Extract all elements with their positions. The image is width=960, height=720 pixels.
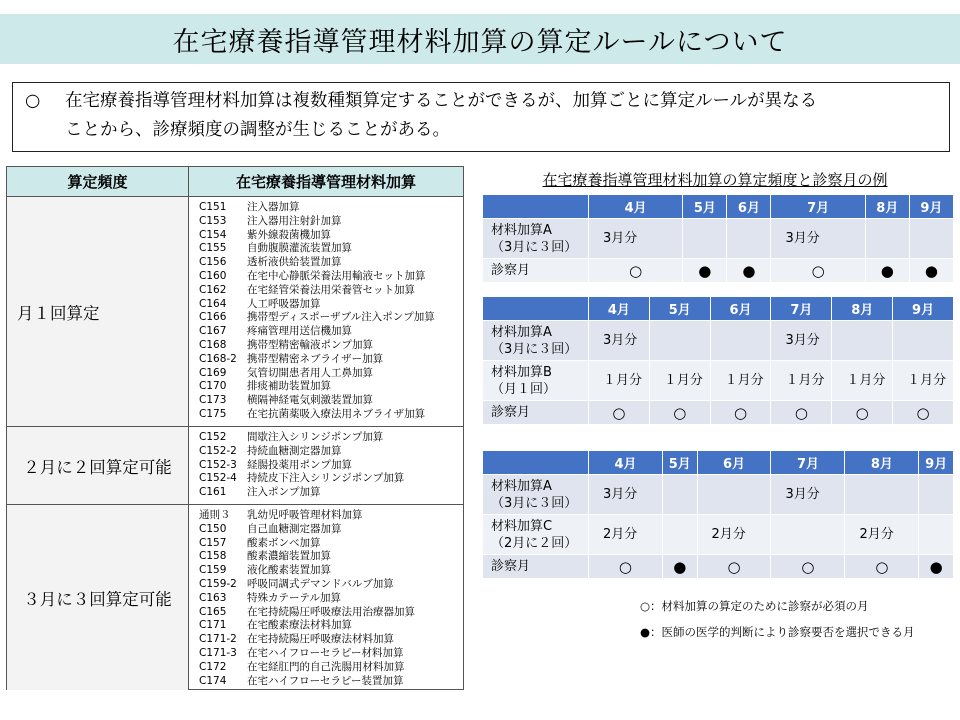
material-item [199, 550, 463, 564]
frequency-table-header [7, 167, 463, 197]
value-cell: 2月分 [697, 515, 771, 555]
material-code: C164 [199, 297, 227, 310]
material-name: 携帯型ディスポーザブル注入ポンプ加算 [247, 311, 435, 324]
month-header: 9月 [909, 195, 953, 219]
value-cell [845, 475, 919, 515]
open-circle-icon: ○ [589, 555, 663, 579]
month-header: 4月 [589, 195, 683, 219]
example-row [483, 555, 954, 579]
header-material: 在宅療養指導管理材料加算 [235, 173, 416, 191]
open-circle-icon: ○ [697, 555, 771, 579]
value-cell: １月分 [771, 361, 832, 401]
value-cell [662, 475, 697, 515]
material-item [199, 619, 463, 633]
material-item [199, 353, 463, 367]
material-code: 通則３ [199, 509, 231, 521]
material-name: 注入器加算 [247, 201, 300, 213]
material-item [199, 325, 463, 339]
month-header: 4月 [589, 297, 650, 321]
material-item [199, 647, 463, 661]
value-cell: 2月分 [589, 515, 663, 555]
example-row [483, 475, 954, 515]
material-name: 携帯型精密輸液ポンプ加算 [247, 338, 373, 351]
material-name: 酸素濃縮装置加算 [247, 550, 331, 563]
month-header: 7月 [771, 195, 865, 219]
month-header: 5月 [683, 195, 727, 219]
material-code: C151 [199, 201, 227, 213]
material-item [199, 537, 463, 551]
open-circle-icon: ○ [832, 401, 893, 425]
open-circle-icon: ○ [771, 259, 865, 283]
row-label [483, 259, 589, 283]
material-name: 在宅経管栄養法用栄養管セット加算 [247, 283, 415, 296]
material-code: C153 [199, 214, 227, 227]
material-item [199, 242, 463, 256]
month-header: 6月 [697, 451, 771, 475]
value-cell [697, 475, 771, 515]
value-cell: 2月分 [845, 515, 919, 555]
material-code: C158 [199, 550, 227, 563]
value-cell: １月分 [893, 361, 954, 401]
material-code: C167 [199, 325, 227, 338]
example-row [483, 361, 954, 401]
row-label [483, 321, 589, 361]
material-code: C165 [199, 605, 227, 618]
month-header: 8月 [845, 451, 919, 475]
material-name: 在宅ハイフローセラピー材料加算 [247, 646, 404, 659]
material-code: C161 [199, 486, 227, 499]
row-label-line: （3月に３回） [491, 495, 578, 511]
month-header: 7月 [771, 297, 832, 321]
value-cell: １月分 [649, 361, 710, 401]
value-cell [771, 515, 845, 555]
row-label-line: 診察月 [491, 405, 531, 420]
row-label [483, 475, 589, 515]
material-name: 横隔神経電気刺激装置加算 [247, 394, 373, 407]
example-row [483, 259, 954, 283]
intro-line-1 [25, 87, 949, 116]
material-code: C154 [199, 228, 227, 241]
value-cell [683, 219, 727, 259]
value-cell: 3月分 [589, 219, 683, 259]
material-name: 経腸投薬用ポンプ加算 [247, 458, 352, 471]
material-name: 注入器用注射針加算 [247, 214, 342, 227]
material-name: 在宅抗菌薬吸入療法用ネブライザ加算 [247, 407, 426, 420]
row-label [483, 401, 589, 425]
material-code: C160 [199, 269, 227, 282]
row-label-line: 材料加算C [491, 518, 553, 534]
value-cell: １月分 [832, 361, 893, 401]
row-label [483, 219, 589, 259]
row-label-line: 診察月 [491, 559, 531, 574]
material-name: 液化酸素装置加算 [247, 564, 331, 577]
material-item [199, 431, 463, 445]
example-row [483, 401, 954, 425]
open-circle-icon: ○ [649, 401, 710, 425]
material-name: 紫外線殺菌機加算 [247, 228, 331, 241]
material-code: C159 [199, 564, 227, 577]
row-label [483, 361, 589, 401]
month-header: 5月 [649, 297, 710, 321]
month-header: 6月 [727, 195, 771, 219]
material-item [199, 380, 463, 394]
value-cell [893, 321, 954, 361]
value-cell: 3月分 [589, 475, 663, 515]
open-circle-icon: ○ [589, 401, 650, 425]
value-cell [919, 515, 954, 555]
group-items [189, 197, 463, 426]
material-code: C157 [199, 536, 227, 549]
value-cell [727, 219, 771, 259]
value-cell [832, 321, 893, 361]
material-name: 在宅ハイフローセラピー装置加算 [247, 674, 404, 687]
material-name: 人工呼吸器加算 [247, 297, 321, 310]
filled-circle-icon: ● [662, 555, 697, 579]
material-name: 酸素ボンベ加算 [247, 536, 321, 549]
material-name: 在宅中心静脈栄養法用輸液セット加算 [247, 269, 426, 282]
open-circle-icon: ○ [893, 401, 954, 425]
material-item [199, 339, 463, 353]
material-item [199, 311, 463, 325]
material-code: C159-2 [199, 577, 237, 590]
value-cell [909, 219, 953, 259]
group-items [189, 427, 463, 504]
month-header: 6月 [710, 297, 771, 321]
row-label-line: 材料加算A [491, 222, 552, 238]
group-label: 月１回算定 [7, 197, 189, 426]
material-item [199, 229, 463, 243]
material-item [199, 201, 463, 215]
material-item [199, 509, 463, 523]
material-item [199, 472, 463, 486]
row-label-line: （3月に３回） [491, 341, 578, 357]
material-name: 持続皮下注入シリンジポンプ加算 [247, 472, 405, 485]
example-table-2 [482, 296, 954, 425]
value-cell: 3月分 [771, 321, 832, 361]
row-label-line: 材料加算A [491, 324, 552, 340]
material-name: 間歇注入シリンジポンプ加算 [247, 431, 384, 443]
legend-filled-circle: ●：医師の医学的判断により診察要否を選択できる月 [640, 625, 915, 639]
material-code: C162 [199, 283, 227, 296]
month-header: 9月 [893, 297, 954, 321]
row-label [483, 515, 589, 555]
intro-line-2: ことから、診療頻度の調整が生じることがある。 [65, 120, 450, 140]
material-name: 在宅持続陽圧呼吸療法材料加算 [247, 633, 394, 646]
material-item [199, 298, 463, 312]
header-blank [483, 297, 589, 321]
value-cell: 3月分 [589, 321, 650, 361]
row-label-line: 材料加算B [491, 364, 552, 380]
legend-open-circle: ○：材料加算の算定のために診察が必須の月 [640, 599, 869, 613]
material-item [199, 215, 463, 229]
material-name: 携帯型精密ネブライザー加算 [247, 352, 384, 365]
month-header: 5月 [662, 451, 697, 475]
header-blank [483, 451, 589, 475]
open-circle-icon: ○ [710, 401, 771, 425]
value-cell: １月分 [710, 361, 771, 401]
material-code: C155 [199, 242, 227, 255]
material-code: C152 [199, 431, 227, 443]
material-item [199, 675, 463, 689]
header-blank [483, 195, 589, 219]
material-code: C171-2 [199, 633, 237, 646]
filled-circle-icon: ● [909, 259, 953, 283]
value-cell [919, 475, 954, 515]
material-code: C170 [199, 380, 227, 393]
value-cell: 3月分 [771, 475, 845, 515]
material-item [199, 284, 463, 298]
month-header: 8月 [832, 297, 893, 321]
material-name: 特殊カテーテル加算 [247, 591, 341, 604]
intro-text-1: 在宅療養指導管理材料加算は複数種類算定することができるが、加算ごとに算定ルールが異なる [65, 91, 818, 111]
example-row [483, 515, 954, 555]
row-label [483, 555, 589, 579]
material-code: C173 [199, 394, 227, 407]
material-code: C171 [199, 619, 227, 632]
material-code: C172 [199, 660, 227, 673]
intro-box [12, 82, 950, 152]
filled-circle-icon: ● [865, 259, 909, 283]
material-item [199, 564, 463, 578]
open-circle-icon: ○ [771, 555, 845, 579]
material-name: 透析液供給装置加算 [247, 256, 342, 269]
material-name: 自己血糖測定器加算 [247, 522, 342, 535]
row-label-line: （月１回） [491, 381, 557, 397]
example-row [483, 321, 954, 361]
material-code: C174 [199, 674, 227, 687]
example-title: 在宅療養指導管理材料加算の算定頻度と診察月の例 [542, 171, 888, 189]
row-label-line: （3月に３回） [491, 239, 578, 255]
material-item [199, 394, 463, 408]
filled-circle-icon: ● [727, 259, 771, 283]
frequency-table [6, 166, 464, 690]
value-cell [662, 515, 697, 555]
material-name: 自動腹膜灌流装置加算 [247, 242, 352, 255]
material-code: C152-2 [199, 444, 237, 457]
month-header: 8月 [865, 195, 909, 219]
material-name: 呼吸同調式デマンドバルブ加算 [247, 577, 394, 590]
material-code: C168 [199, 338, 227, 351]
page-title: 在宅療養指導管理材料加算の算定ルールについて [0, 14, 960, 64]
open-circle-icon: ○ [771, 401, 832, 425]
month-header: 9月 [919, 451, 954, 475]
month-header: 4月 [589, 451, 663, 475]
material-item [199, 523, 463, 537]
material-name: 疼痛管理用送信機加算 [247, 325, 352, 338]
material-name: 気管切開患者用人工鼻加算 [247, 366, 373, 379]
material-name: 排痰補助装置加算 [247, 380, 331, 393]
filled-circle-icon: ● [919, 555, 954, 579]
material-code: C166 [199, 311, 227, 324]
material-item [199, 367, 463, 381]
value-cell [710, 321, 771, 361]
group-row-bimonthly [7, 427, 463, 505]
example-table-1 [482, 194, 954, 283]
open-circle-icon: ○ [845, 555, 919, 579]
month-header: 7月 [771, 451, 845, 475]
example-table-3 [482, 450, 954, 579]
material-item [199, 606, 463, 620]
value-cell: １月分 [589, 361, 650, 401]
material-item [199, 408, 463, 422]
value-cell [649, 321, 710, 361]
material-item [199, 578, 463, 592]
group-items [189, 505, 463, 690]
value-cell: 3月分 [771, 219, 865, 259]
material-name: 在宅酸素療法材料加算 [247, 619, 352, 632]
material-name: 乳幼児呼吸管理材料加算 [247, 509, 363, 521]
material-item [199, 661, 463, 675]
header-frequency: 算定頻度 [7, 167, 189, 196]
value-cell [865, 219, 909, 259]
group-row-monthly [7, 197, 463, 427]
group-label: ３月に３回算定可能 [7, 505, 189, 690]
material-code: C171-3 [199, 646, 237, 659]
row-label-line: （2月に２回） [491, 535, 578, 551]
material-name: 注入ポンプ加算 [247, 486, 321, 499]
material-name: 在宅経肛門的自己洗腸用材料加算 [247, 660, 405, 673]
material-code: C169 [199, 366, 227, 379]
example-row [483, 219, 954, 259]
material-item [199, 459, 463, 473]
filled-circle-icon: ● [683, 259, 727, 283]
material-item [199, 486, 463, 500]
material-code: C152-3 [199, 458, 237, 471]
material-code: C152-4 [199, 472, 237, 485]
material-item [199, 592, 463, 606]
material-name: 持続血糖測定器加算 [247, 444, 342, 457]
row-label-line: 診察月 [491, 263, 531, 278]
open-circle-icon: ○ [589, 259, 683, 283]
material-name: 在宅持続陽圧呼吸療法用治療器加算 [247, 605, 415, 618]
material-item [199, 270, 463, 284]
material-code: C156 [199, 256, 227, 269]
material-item [199, 445, 463, 459]
bullet-circle-icon: ○ [25, 91, 41, 111]
material-code: C168-2 [199, 352, 237, 365]
row-label-line: 材料加算A [491, 478, 552, 494]
material-code: C175 [199, 407, 227, 420]
group-row-trimonthly [7, 505, 463, 690]
material-code: C150 [199, 522, 227, 535]
material-code: C163 [199, 591, 227, 604]
group-label: ２月に２回算定可能 [7, 427, 189, 504]
material-item [199, 256, 463, 270]
material-item [199, 633, 463, 647]
